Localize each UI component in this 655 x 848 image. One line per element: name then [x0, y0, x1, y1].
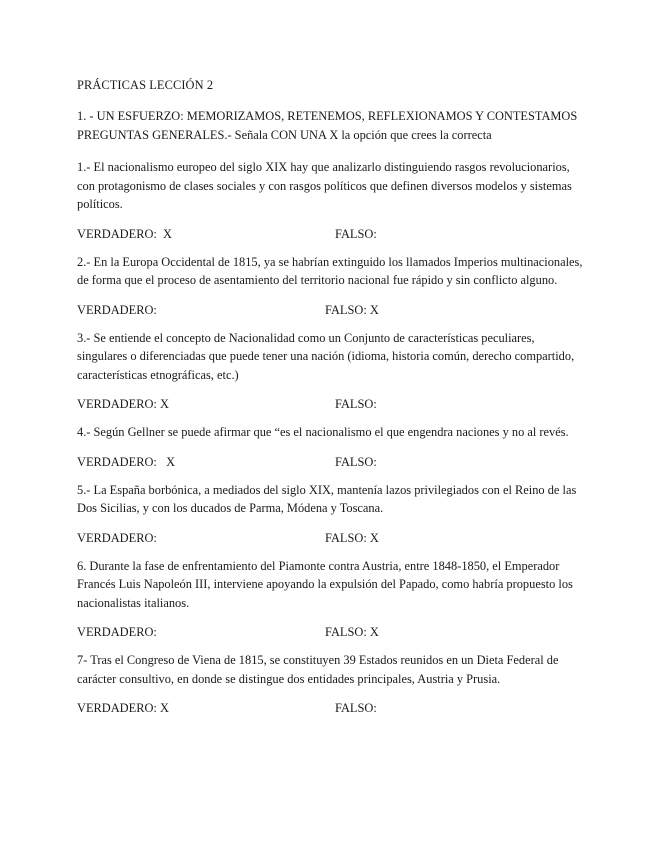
true-answer: VERDADERO:: [77, 625, 157, 639]
question-text: 3.- Se entiende el concepto de Nacionalidad como un Conjunto de características peculiares, singulares o diferenciadas que puede tener una nación (idioma, historia común, derecho compartido, características etnográficas, etc.): [77, 330, 575, 382]
true-answer: VERDADERO:: [77, 530, 157, 545]
answer-row: [77, 699, 583, 717]
false-answer: FALSO: X: [325, 625, 379, 639]
false-answer: FALSO: X: [325, 530, 379, 545]
page-title: PRÁCTICAS LECCIÓN 2: [77, 78, 214, 92]
false-answer: FALSO:: [335, 226, 377, 241]
question-text: 6. Durante la fase de enfrentamiento del Piamonte contra Austria, entre 1848-1850, el Emperador Francés Luis Napoleón III, interviene apoyando la expulsión del Papado, como habría propuesto los nacionalistas italianos.: [77, 558, 573, 610]
answer-row: [77, 529, 583, 547]
false-answer: FALSO:: [335, 701, 377, 715]
true-answer: VERDADERO: X: [77, 454, 176, 469]
question-text: 2.- En la Europa Occidental de 1815, ya se habrían extinguido los llamados Imperios multinacionales, de forma que el proceso de asentamiento del territorio nacional fue rápido y sin conflicto alguno.: [77, 254, 583, 287]
true-answer: VERDADERO:: [77, 302, 157, 317]
document-page: [77, 76, 583, 727]
question-text: 5.- La España borbónica, a mediados del siglo XIX, mantenía lazos privilegiados con el Reino de las Dos Sicilias, y con los ducados de Parma, Módena y Toscana.: [77, 482, 577, 515]
answer-row: [77, 453, 583, 471]
answer-row: [77, 623, 583, 641]
true-answer: VERDADERO: X: [77, 226, 172, 241]
false-answer: FALSO:: [335, 397, 377, 411]
false-answer: FALSO: X: [325, 302, 379, 317]
question-text: 1.- El nacionalismo europeo del siglo XIX hay que analizarlo distinguiendo rasgos revolucionarios, con protagonismo de clases sociales y con rasgos políticos que definen diversos modelos y sistemas políticos.: [77, 160, 572, 211]
answer-row: [77, 395, 583, 413]
false-answer: FALSO:: [335, 454, 377, 469]
question-text: 4.- Según Gellner se puede afirmar que “es el nacionalismo el que engendra naciones y no al revés.: [77, 425, 569, 439]
true-answer: VERDADERO: X: [77, 397, 169, 411]
answer-row: [77, 225, 583, 243]
answer-row: [77, 301, 583, 319]
exercise-instructions: 1. - UN ESFUERZO: MEMORIZAMOS, RETENEMOS, REFLEXIONAMOS Y CONTESTAMOS PREGUNTAS GENERALES.- Señala CON UNA X la opción que crees la correcta: [77, 109, 578, 142]
question-text: 7- Tras el Congreso de Viena de 1815, se constituyen 39 Estados reunidos en un Dieta Federal de carácter consultivo, en donde se distingue dos entidades principales, Austria y Prusia.: [77, 653, 559, 686]
true-answer: VERDADERO: X: [77, 701, 169, 715]
